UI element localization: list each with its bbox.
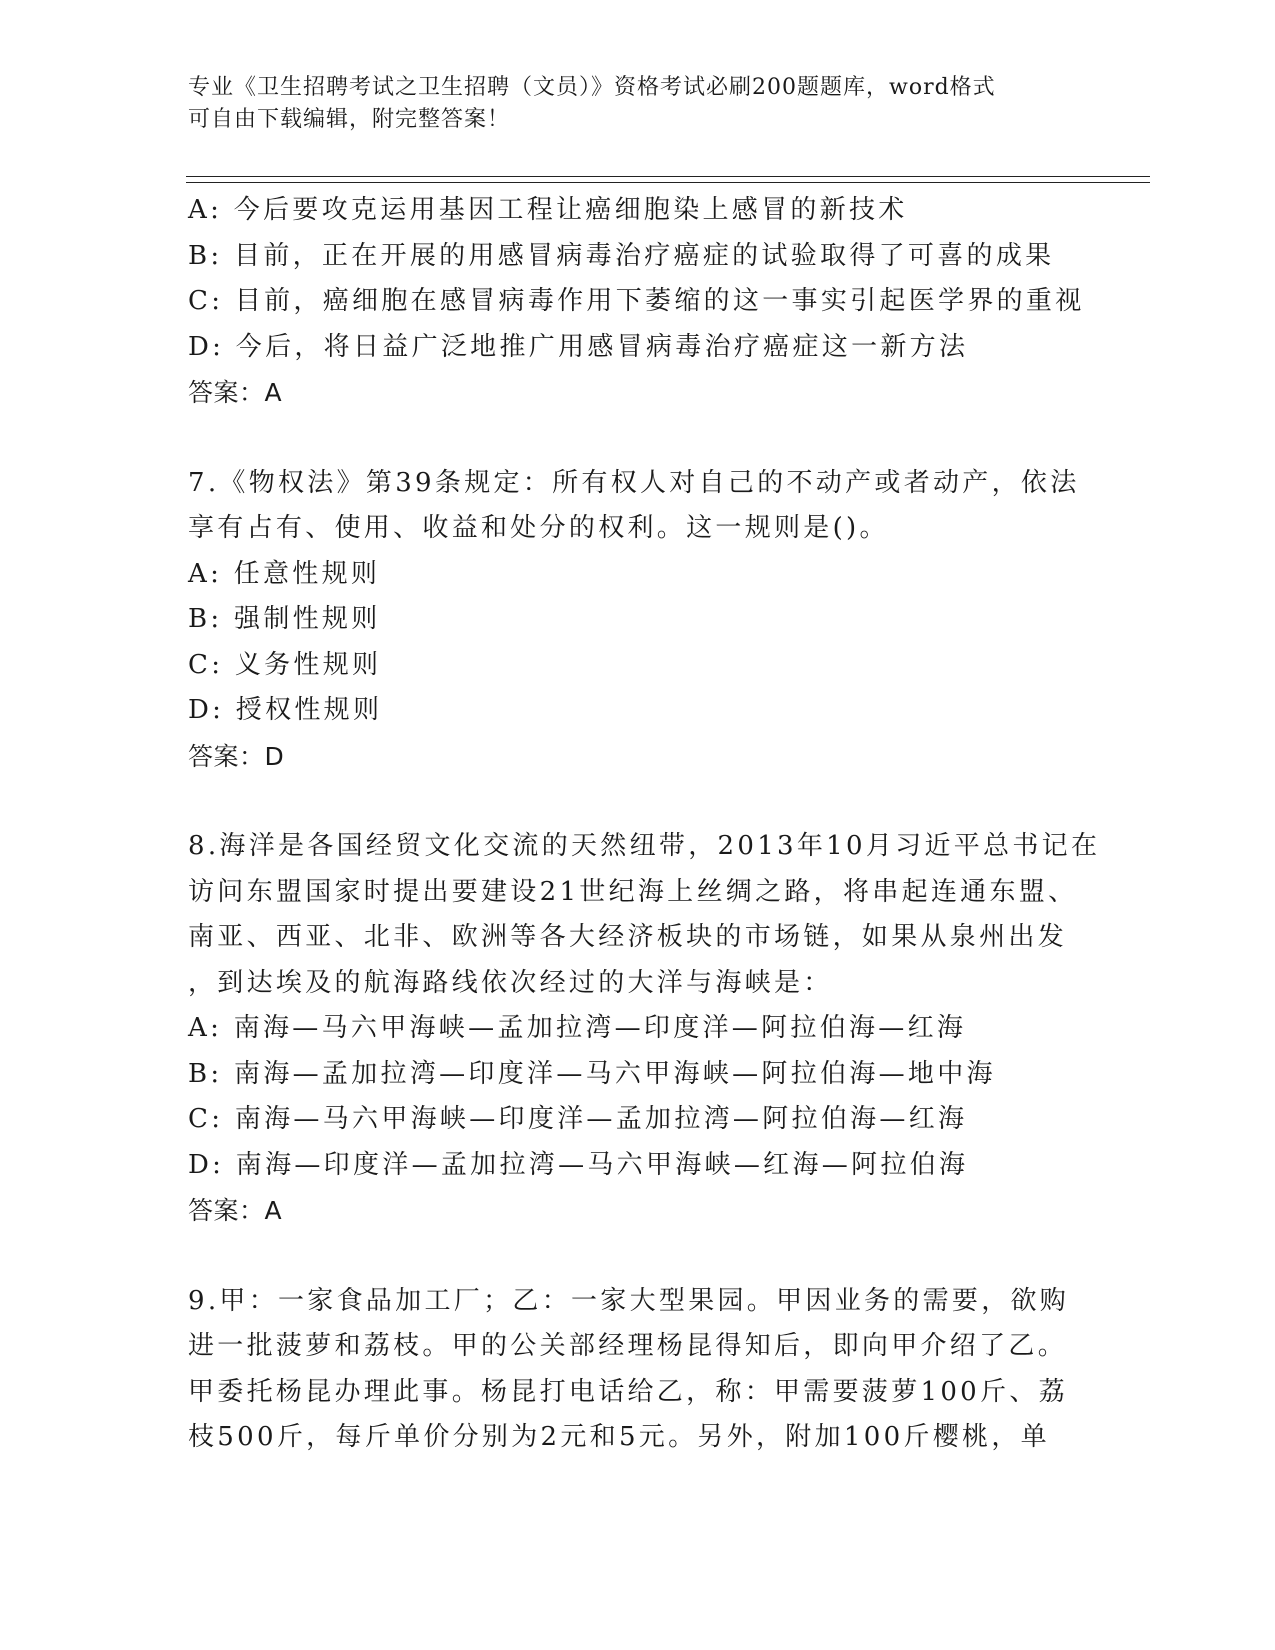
- option-b: B: 南海—孟加拉湾—印度洋—马六甲海峡—阿拉伯海—地中海: [188, 1058, 996, 1089]
- question-stem-line: 甲委托杨昆办理此事。杨昆打电话给乙，称：甲需要菠萝100斤、荔: [188, 1376, 1068, 1407]
- answer: 答案：A: [188, 1196, 283, 1225]
- answer: 答案：A: [188, 378, 283, 407]
- question-stem-line: 8.海洋是各国经贸文化交流的天然纽带，2013年10月习近平总书记在: [188, 831, 1101, 861]
- question-stem-line: 访问东盟国家时提出要建设21世纪海上丝绸之路，将串起连通东盟、: [188, 876, 1078, 907]
- option-a: A: 任意性规则: [188, 558, 381, 589]
- question-stem-line: 南亚、西亚、北非、欧洲等各大经济板块的市场链，如果从泉州出发: [188, 922, 1068, 952]
- question-stem-line: ，到达埃及的航海路线依次经过的大洋与海峡是：: [188, 967, 833, 998]
- header-rule-top: [186, 176, 1150, 177]
- option-c: C: 目前，癌细胞在感冒病毒作用下萎缩的这一事实引起医学界的重视: [188, 286, 1085, 316]
- question-6: [188, 188, 1088, 416]
- question-stem-line: 9.甲：一家食品加工厂；乙：一家大型果园。甲因业务的需要，欲购: [188, 1285, 1070, 1316]
- question-stem-line: 进一批菠萝和荔枝。甲的公关部经理杨昆得知后，即向甲介绍了乙。: [188, 1331, 1068, 1361]
- question-7: [188, 461, 1088, 780]
- question-stem-line: 7.《物权法》第39条规定：所有权人对自己的不动产或者动产，依法: [188, 467, 1080, 498]
- document-body: [188, 188, 1101, 1461]
- question-stem-line: 享有占有、使用、收益和处分的权利。这一规则是()。: [188, 513, 889, 543]
- option-a: A: 今后要攻克运用基因工程让癌细胞染上感冒的新技术: [188, 195, 908, 225]
- option-d: D: 授权性规则: [188, 695, 383, 725]
- option-c: C: 义务性规则: [188, 649, 382, 680]
- option-d: D: 南海—印度洋—孟加拉湾—马六甲海峡—红海—阿拉伯海: [188, 1149, 969, 1180]
- document-header: [188, 72, 1088, 136]
- question-9: [188, 1279, 1088, 1461]
- question-8: [188, 824, 1101, 1234]
- header-line-2: 可自由下载编辑，附完整答案！: [188, 107, 511, 132]
- answer: 答案：D: [188, 741, 285, 771]
- option-c: C: 南海—马六甲海峡—印度洋—孟加拉湾—阿拉伯海—红海: [188, 1104, 968, 1134]
- header-rule-bottom: [186, 182, 1150, 183]
- question-stem-line: 枝500斤，每斤单价分别为2元和5元。另外，附加100斤樱桃，单: [188, 1422, 1050, 1452]
- header-line-1: 专业《卫生招聘考试之卫生招聘（文员）》资格考试必刷200题题库，word格式: [188, 75, 996, 100]
- option-b: B: 强制性规则: [188, 604, 381, 634]
- option-d: D: 今后，将日益广泛地推广用感冒病毒治疗癌症这一新方法: [188, 331, 969, 362]
- option-b: B: 目前，正在开展的用感冒病毒治疗癌症的试验取得了可喜的成果: [188, 240, 1055, 271]
- option-a: A: 南海—马六甲海峡—孟加拉湾—印度洋—阿拉伯海—红海: [188, 1013, 967, 1043]
